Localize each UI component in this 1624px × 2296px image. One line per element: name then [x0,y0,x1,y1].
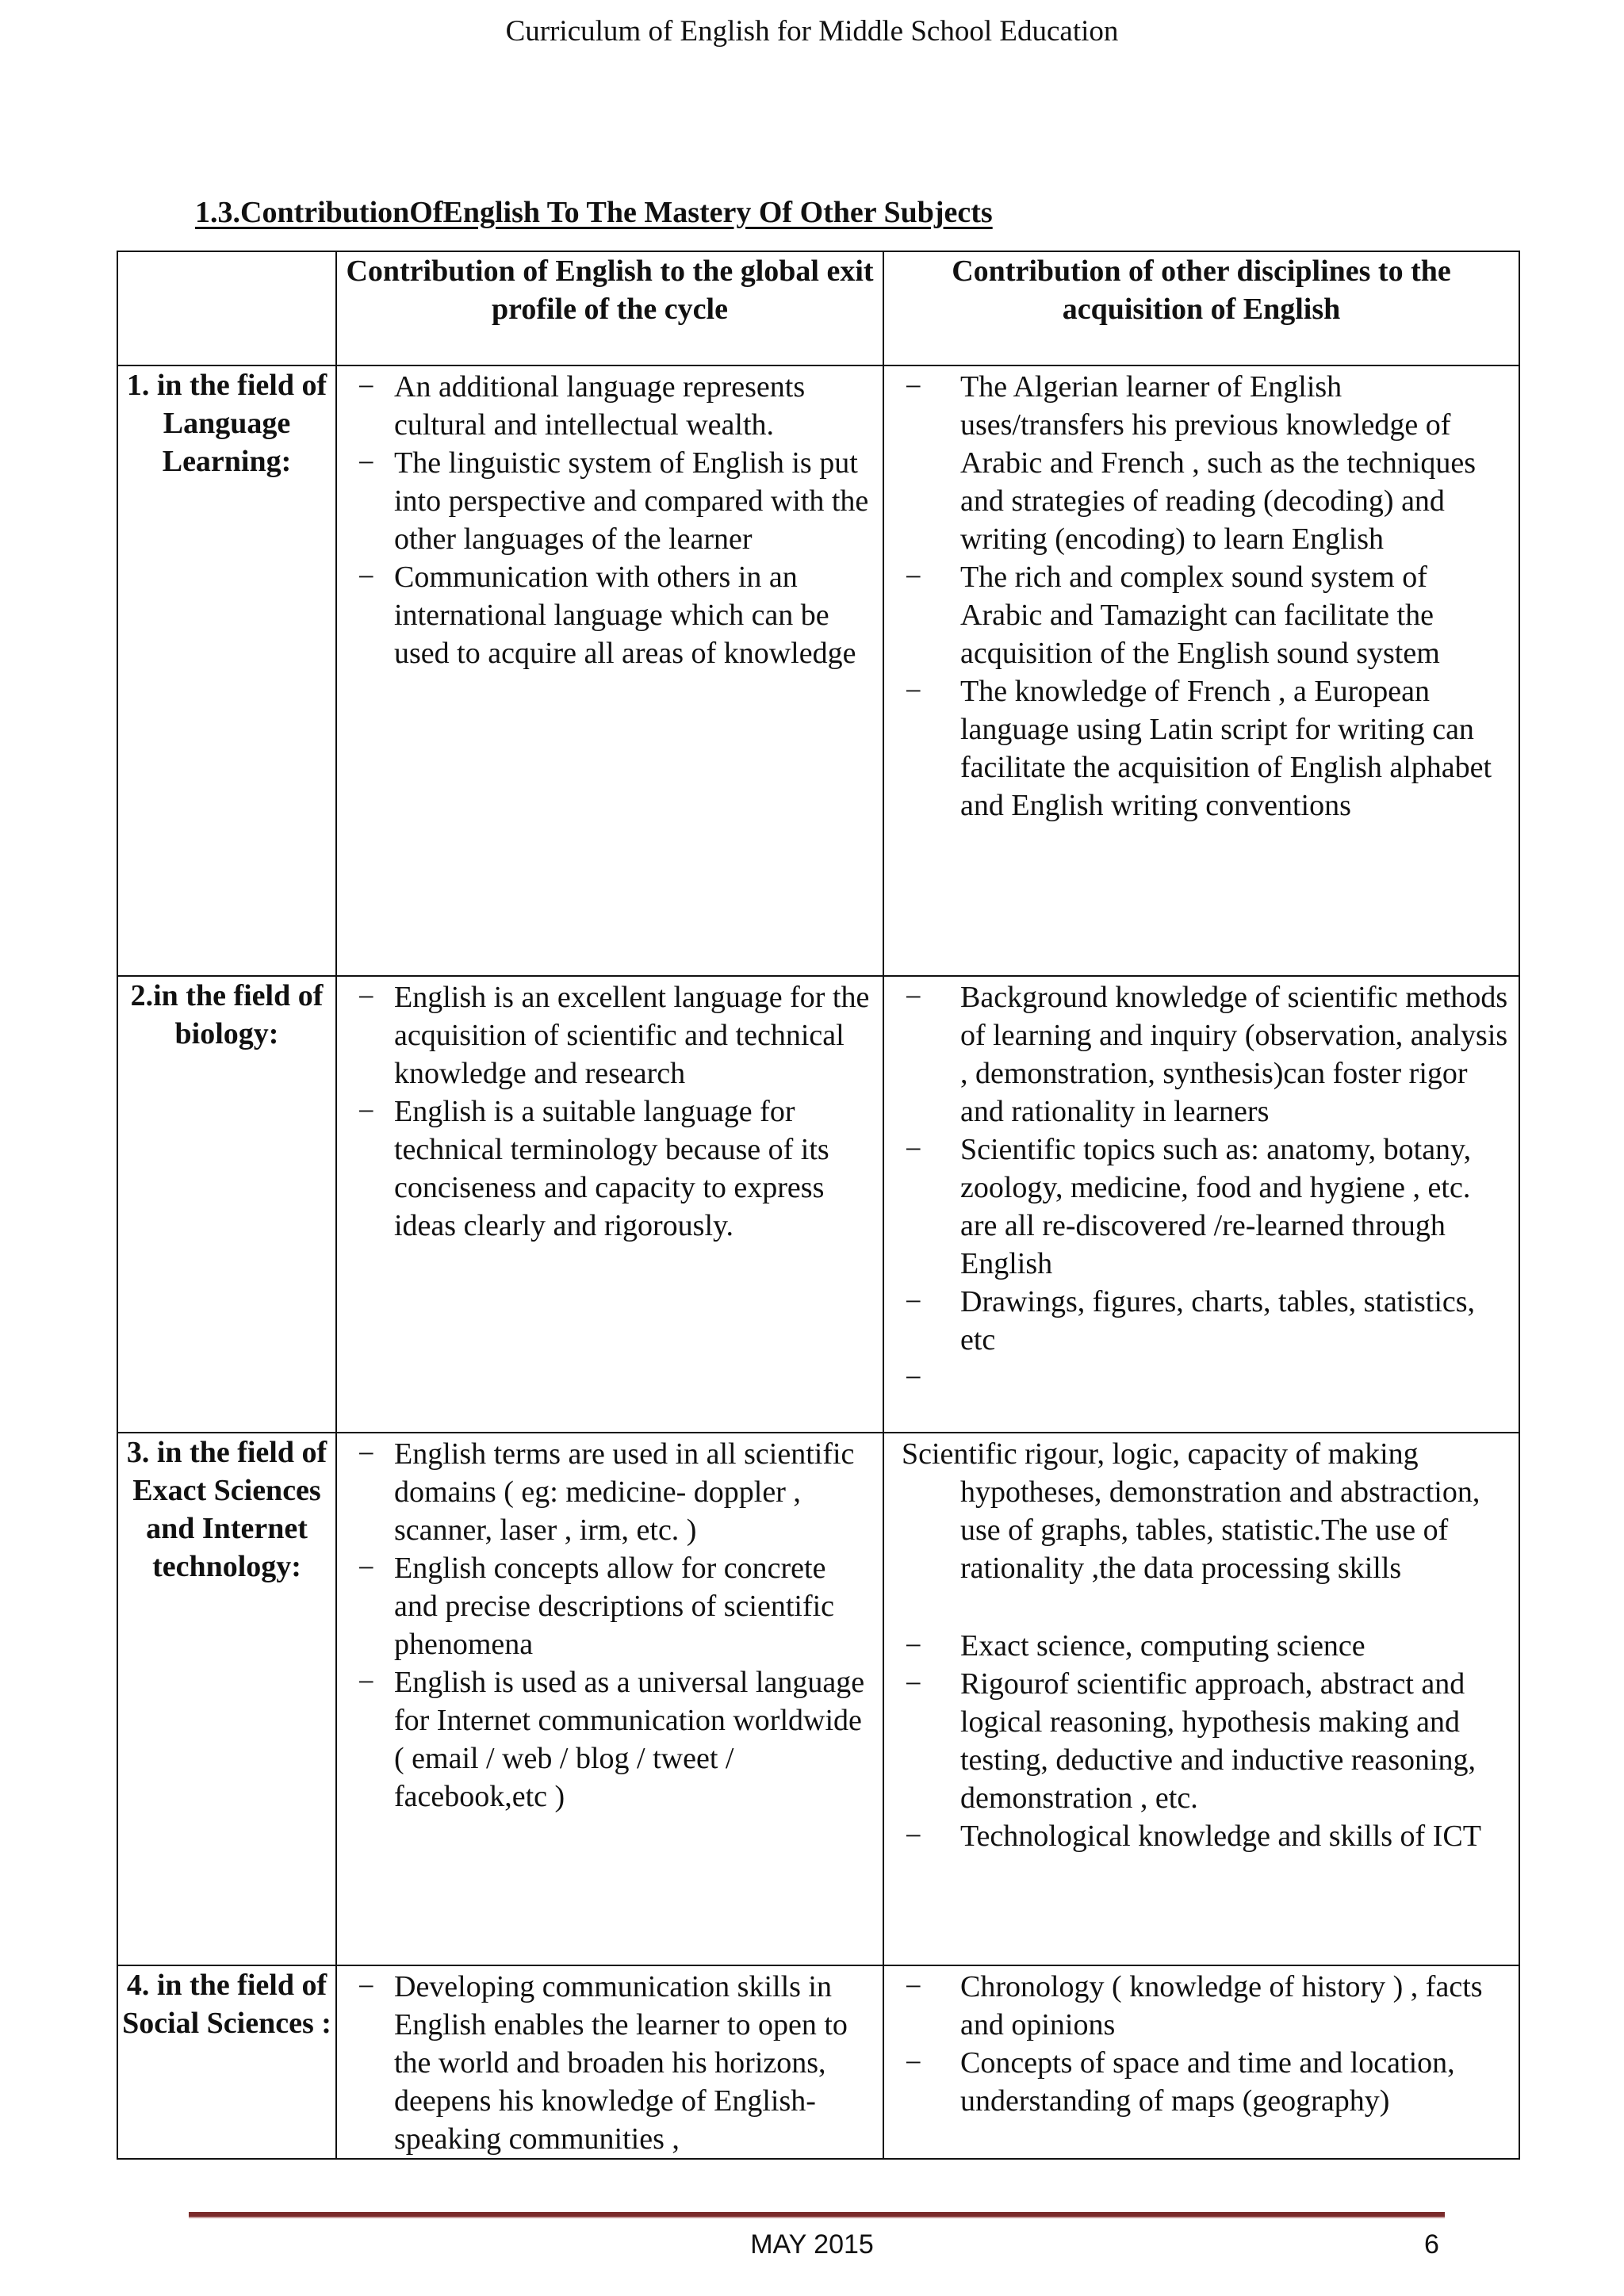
list-item: − Rigourof scientific approach, abstract and logical reasoning, hypothesis making and testing, deductive and inductive reasoning, demonstration , etc. [884,1665,1512,1817]
footer-rule [189,2212,1445,2218]
intro-paragraph [884,1433,1519,1587]
other-disciplines-cell [883,976,1519,1433]
table-header-row [117,251,1519,365]
other-disciplines-cell [883,1433,1519,1965]
list-item: − English is a suitable language for technical terminology because of its conciseness and capacity to express ideas clearly and rigorously. [337,1093,876,1245]
list-item: − Technological knowledge and skills of ICT [884,1817,1512,1855]
table-row [117,976,1519,1433]
list-item: − Exact science, computing science [884,1627,1512,1665]
field-social-sciences: 4. in the field of Social Sciences : [117,1965,336,2159]
page-number: 6 [1424,2229,1439,2260]
other-disciplines-cell [883,365,1519,976]
section-title: 1.3.ContributionOfEnglish To The Mastery Of Other Subjects [195,196,993,229]
list-item: − English is an excellent language for the acquisition of scientific and technical knowledge and research [337,978,876,1093]
running-header: Curriculum of English for Middle School Education [505,15,1119,48]
list-item: − English concepts allow for concrete and precise descriptions of scientific phenomena [337,1549,876,1663]
list-item: − The knowledge of French , a European language using Latin script for writing can facilitate the acquisition of English alphabet and English writing conventions [884,672,1512,825]
other-disciplines-cell [883,1965,1519,2159]
list-item: − The Algerian learner of English uses/transfers his previous knowledge of Arabic and French , such as the techniques and strategies of reading (decoding) and writing (encoding) to learn English [884,368,1512,558]
header-english-contribution: Contribution of English to the global exit profile of the cycle [336,251,883,365]
list-item: − Developing communication skills in English enables the learner to open to the world and broaden his horizons, deepens his knowledge of English-speaking communities , [337,1968,876,2158]
english-contribution-cell [336,1965,883,2159]
list-item: − English is used as a universal language for Internet communication worldwide ( email / web / blog / tweet / facebook,etc ) [337,1663,876,1816]
field-biology: 2.in the field of biology: [117,976,336,1433]
english-contribution-cell [336,365,883,976]
field-exact-sciences: 3. in the field of Exact Sciences and Internet technology: [117,1433,336,1965]
header-empty-cell [117,251,336,365]
intro-continuation: hypotheses, demonstration and abstraction, use of graphs, tables, statistic.The use of rationality ,the data processing skills [960,1475,1480,1585]
list-item: − An additional language represents cultural and intellectual wealth. [337,368,876,444]
empty-list-item [884,1359,1512,1397]
field-language-learning: 1. in the field of Language Learning: [117,365,336,976]
table-row [117,1965,1519,2159]
contribution-table [117,251,1520,2160]
english-contribution-cell [336,1433,883,1965]
footer-date: MAY 2015 [750,2229,874,2260]
list-item: − Background knowledge of scientific methods of learning and inquiry (observation, analysis , demonstration, synthesis)can foster rigor and rationality in learners [884,978,1512,1131]
list-item: − The linguistic system of English is put into perspective and compared with the other languages of the learner [337,444,876,558]
list-item: − The rich and complex sound system of Arabic and Tamazight can facilitate the acquisition of the English sound system [884,558,1512,672]
table-row [117,365,1519,976]
list-item: − Communication with others in an international language which can be used to acquire all areas of knowledge [337,558,876,672]
english-contribution-cell [336,976,883,1433]
list-item: − English terms are used in all scientific domains ( eg: medicine- doppler , scanner, laser , irm, etc. ) [337,1435,876,1549]
table-row [117,1433,1519,1965]
list-item: − Drawings, figures, charts, tables, statistics, etc [884,1283,1512,1359]
list-item: − Chronology ( knowledge of history ) , facts and opinions [884,1968,1512,2044]
header-other-disciplines: Contribution of other disciplines to the acquisition of English [883,251,1519,365]
list-item: − Scientific topics such as: anatomy, botany, zoology, medicine, food and hygiene , etc. are all re-discovered /re-learned through English [884,1131,1512,1283]
intro-first-line: Scientific rigour, logic, capacity of making [902,1437,1419,1471]
list-item: − Concepts of space and time and location, understanding of maps (geography) [884,2044,1512,2120]
